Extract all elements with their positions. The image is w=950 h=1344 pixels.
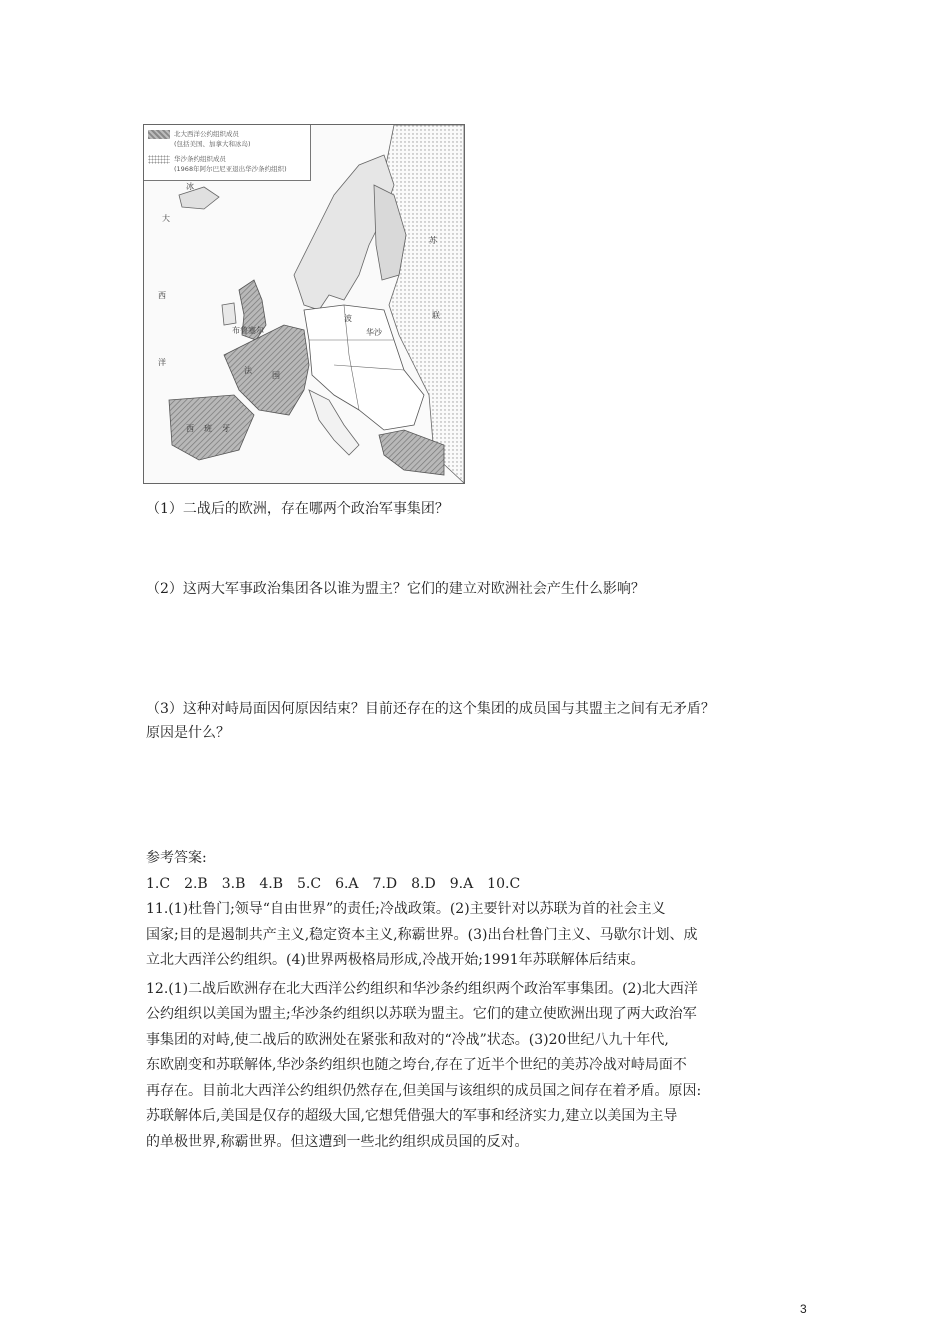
ireland bbox=[222, 303, 236, 325]
answer-choices: 1.C 2.B 3.B 4.B 5.C 6.A 7.D 8.D 9.A 10.C bbox=[146, 875, 521, 892]
label-brussels: 布鲁塞尔 bbox=[232, 326, 264, 335]
answer-section bbox=[146, 846, 821, 1155]
legend-nato-note: (包括美国、加拿大和冰岛) bbox=[174, 140, 251, 148]
legend-warsaw-title: 华沙条约组织成员 bbox=[174, 155, 226, 163]
legend-nato-title: 北大西洋公约组织成员 bbox=[174, 130, 239, 138]
label-spain-3: 牙 bbox=[222, 424, 230, 433]
label-ussr-1: 苏 bbox=[429, 236, 437, 245]
answer-12-line: 苏联解体后,美国是仅存的超级大国,它想凭借强大的军事和经济实力,建立以美国为主导 bbox=[146, 1108, 678, 1124]
label-ussr-2: 联 bbox=[432, 311, 440, 320]
answer-12-line: 公约组织以美国为盟主;华沙条约组织以苏联为盟主。它们的建立使欧洲出现了两大政治军 bbox=[146, 1006, 697, 1022]
answer-12-line: 再存在。目前北大西洋公约组织仍然存在,但美国与该组织的成员国之间存在着矛盾。原因: bbox=[146, 1082, 702, 1099]
answer-11-line: 立北大西洋公约组织。(4)世界两极格局形成,冷战开始;1991年苏联解体后结束。 bbox=[146, 952, 645, 968]
question-3-cont: 原因是什么？ bbox=[146, 725, 230, 741]
label-ocean-3: 洋 bbox=[158, 358, 166, 367]
ussr-region bbox=[384, 125, 464, 483]
label-iceland: 冰 bbox=[186, 182, 194, 191]
europe-cold-war-map bbox=[143, 124, 465, 484]
label-france-2: 国 bbox=[272, 371, 280, 380]
answer-heading: 参考答案: bbox=[146, 850, 207, 866]
legend-warsaw-note: (1968年阿尔巴尼亚退出华沙条约组织) bbox=[174, 165, 287, 173]
answer-12-line: 的单极世界,称霸世界。但这遭到一些北约组织成员国的反对。 bbox=[146, 1133, 529, 1150]
answer-11-line: 国家;目的是遏制共产主义,稳定资本主义,称霸世界。(3)出台杜鲁门主义、马歇尔计划、成 bbox=[146, 926, 698, 943]
label-france-1: 法 bbox=[244, 366, 252, 375]
question-3: （3）这种对峙局面因何原因结束？目前还存在的这个集团的成员国与其盟主之间有无矛盾？ bbox=[146, 701, 715, 717]
label-poland: 波 bbox=[344, 314, 352, 323]
label-spain-2: 班 bbox=[204, 424, 212, 433]
label-spain-1: 西 bbox=[186, 424, 194, 433]
answer-12-line: 事集团的对峙,使二战后的欧洲处在紧张和敌对的“冷战”状态。(3)20世纪八九十年代, bbox=[146, 1031, 669, 1048]
label-ocean-1: 大 bbox=[162, 214, 170, 223]
label-ocean-2: 西 bbox=[158, 291, 166, 300]
label-warsaw: 华沙 bbox=[366, 328, 382, 337]
question-2: （2）这两大军事政治集团各以谁为盟主？它们的建立对欧洲社会产生什么影响？ bbox=[146, 581, 645, 597]
question-1: （1）二战后的欧洲，存在哪两个政治军事集团？ bbox=[146, 501, 449, 517]
nato-swatch bbox=[148, 130, 170, 139]
answer-11-line: 11.(1)杜鲁门;领导“自由世界”的责任;冷战政策。(2)主要针对以苏联为首的社会主义 bbox=[146, 901, 666, 917]
answer-12-line: 12.(1)二战后欧洲存在北大西洋公约组织和华沙条约组织两个政治军事集团。(2)北大西洋 bbox=[146, 980, 698, 997]
warsaw-swatch bbox=[148, 155, 170, 164]
iceland bbox=[179, 187, 219, 209]
page-number: 3 bbox=[800, 1302, 807, 1316]
answer-12-line: 东欧剧变和苏联解体,华沙条约组织也随之垮台,存在了近半个世纪的美苏冷战对峙局面不 bbox=[146, 1057, 687, 1073]
map-legend bbox=[144, 125, 311, 181]
